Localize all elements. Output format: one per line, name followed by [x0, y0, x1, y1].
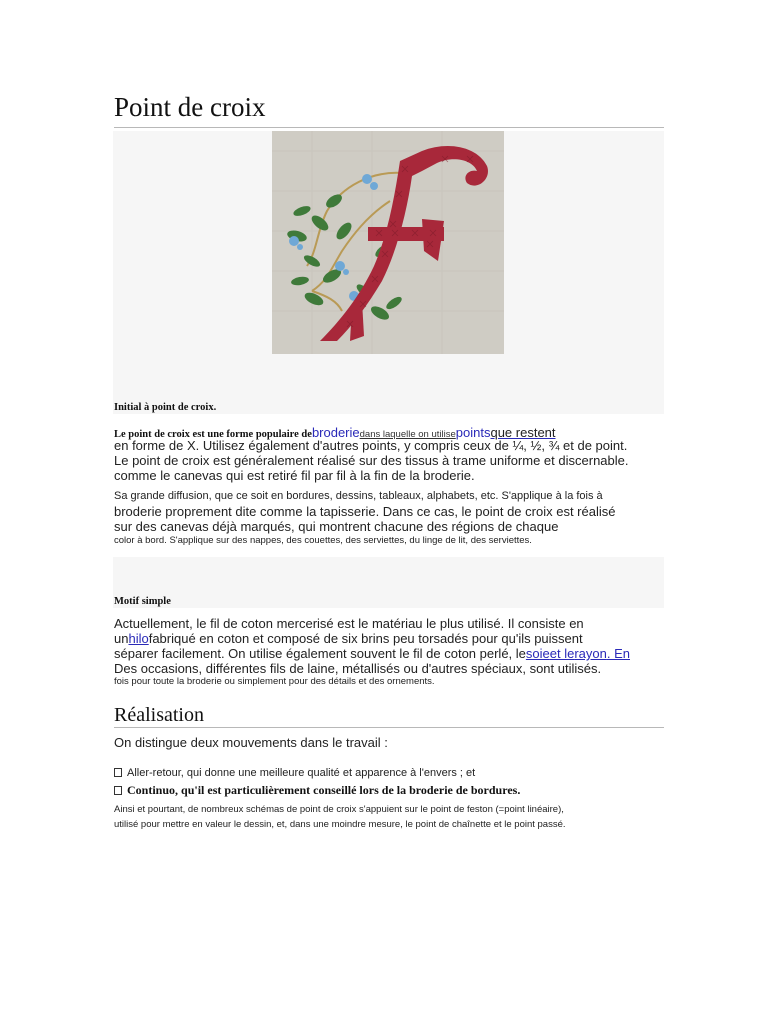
link-soie[interactable]: soie [525, 646, 550, 661]
title-divider [114, 127, 664, 128]
section2-line-1: Ainsi et pourtant, de nombreux schémas de point de croix s'appuient sur le point de feston (=point linéaire), [114, 804, 564, 815]
para3-line-2 [114, 631, 583, 646]
intro-small-text: dans laquelle on utilise [359, 429, 456, 440]
figure-caption: Initial à point de croix. [114, 402, 217, 413]
link-hilo[interactable]: hilo [128, 631, 149, 646]
section2-line-2: utilisé pour mettre en valeur le dessin, et, dans une moindre mesure, le point de chaînette et le point passé. [114, 819, 566, 830]
section-divider [114, 727, 664, 728]
para3-line2-a: un [114, 631, 129, 646]
para2-line-1: Sa grande diffusion, que ce soit en bordures, dessins, tableaux, alphabets, etc. S'applique à la fois à [114, 490, 603, 502]
figure2-box [113, 557, 664, 608]
section2-intro: On distingue deux mouvements dans le travail : [114, 735, 388, 750]
para3-line-1: Actuellement, le fil de coton mercerisé est le matériau le plus utilisé. Il consiste en [114, 616, 584, 631]
page-title: Point de croix [114, 92, 266, 122]
link-rayon[interactable]: rayon [574, 646, 607, 661]
bullet-box-icon [114, 786, 122, 795]
link-points[interactable]: points [455, 425, 491, 440]
bullet-1-text: Aller-retour, qui donne une meilleure qualité et apparence à l'envers ; et [127, 767, 476, 779]
intro-line-2: en forme de X. Utilisez également d'autres points, y compris ceux de ¼, ½, ¾ et de point. [114, 438, 628, 453]
para2-line-4: color à bord. S'applique sur des nappes, des couettes, des serviettes, du linge de lit, des serviettes. [114, 535, 532, 546]
para2-line-3: sur des canevas déjà marqués, qui montrent chacune des régions de chaque [114, 519, 559, 534]
bullet-item-1 [114, 767, 475, 779]
intro-line-3: Le point de croix est généralement réalisé sur des tissus à trame uniforme et discernable. [114, 453, 629, 468]
section-heading-realisation: Réalisation [114, 704, 204, 726]
para2-line-2: broderie proprement dite comme la tapisserie. Dans ce cas, le point de croix est réalisé [114, 504, 616, 519]
para3-line3-a: séparer facilement. On utilise également souvent le fil de coton perlé, le [114, 646, 526, 661]
intro-tail-text: que restent [490, 425, 556, 440]
bullet-box-icon [114, 768, 122, 777]
para3-line-4: Des occasions, différentes fils de laine, métallisés ou d'autres spéciaux, sont utilisés. [114, 661, 602, 676]
figure2-caption: Motif simple [114, 596, 171, 607]
bullet-2-text: Continuo, qu'il est particulièrement conseillé lors de la broderie de bordures. [127, 783, 521, 797]
para3-line2-b: fabriqué en coton et composé de six brins peu torsadés pour qu'ils puissent [148, 631, 583, 646]
figure-box [113, 131, 664, 414]
para3-line-3 [114, 646, 630, 661]
para3-line3-b: et le [549, 646, 575, 661]
link-broderie[interactable]: broderie [311, 425, 360, 440]
para3-line-5: fois pour toute la broderie ou simplement pour des détails et des ornements. [114, 676, 435, 687]
intro-line-4: comme le canevas qui est retiré fil par fil à la fin de la broderie. [114, 468, 475, 483]
embroidery-image [272, 131, 504, 354]
intro-lead-text: Le point de croix est une forme populaire de [114, 429, 312, 440]
bullet-item-2 [114, 781, 520, 799]
para3-line3-c: . En [606, 646, 630, 661]
